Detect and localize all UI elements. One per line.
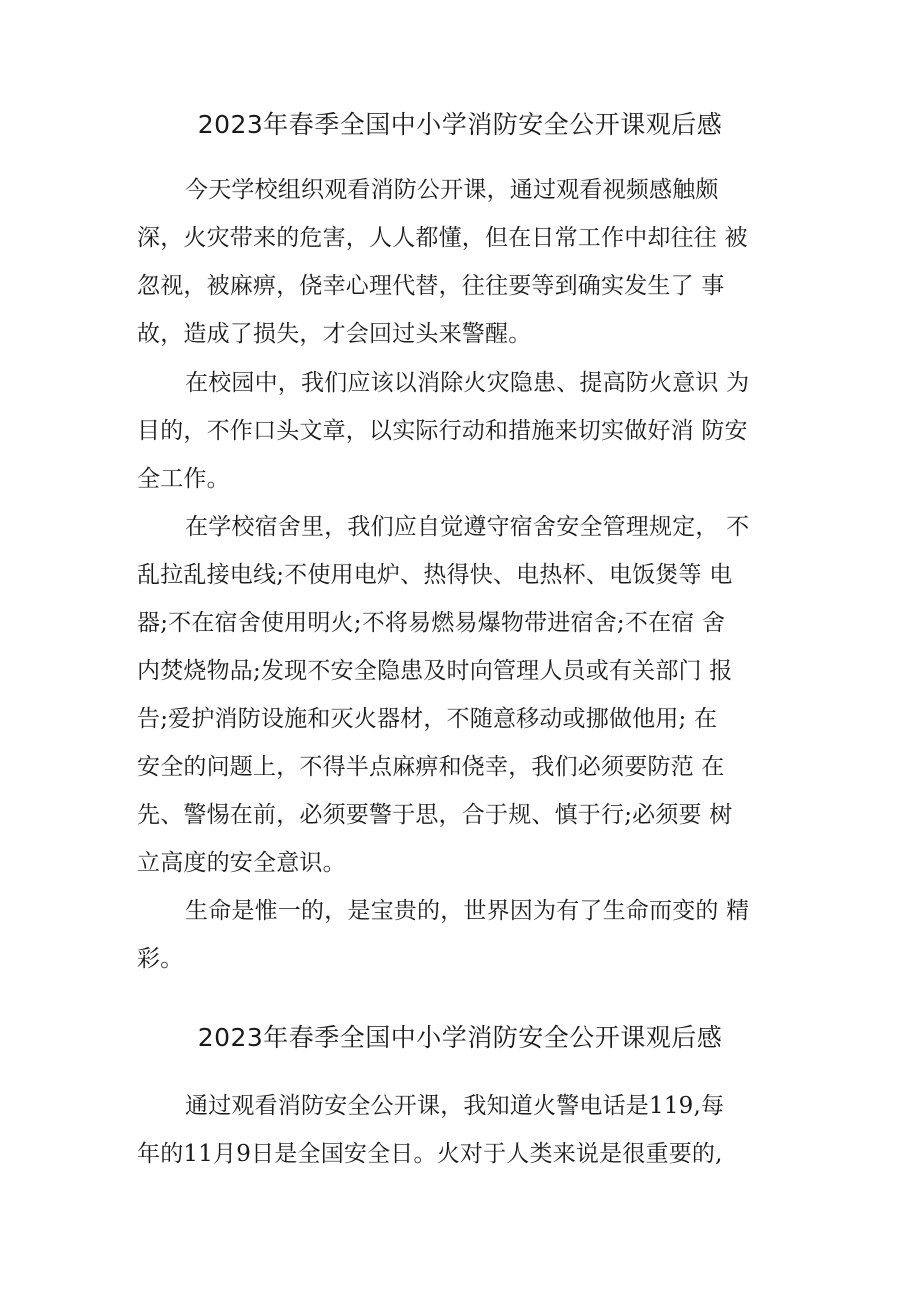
- text-line: 通过观看消防安全公开课，我知道火警电话是119,每: [185, 1093, 725, 1119]
- text-line: 全工作。: [137, 466, 230, 492]
- text-line: 安全的问题上，不得半点麻痹和侥幸，我们必须要防范 在: [137, 754, 725, 780]
- essay-title-2: 2023年春季全国中小学消防安全公开课观后感: [197, 1023, 723, 1052]
- text-line: 先、警惕在前，必须要警于思，合于规、慎于行;必须要 树: [137, 802, 733, 828]
- text-line: 深，火灾带来的危害，人人都懂，但在日常工作中却往往 被: [137, 225, 748, 251]
- text-line: 故，造成了损失，才会回过头来警醒。: [137, 321, 532, 347]
- essay-title-1: 2023年春季全国中小学消防安全公开课观后感: [197, 110, 723, 139]
- text-line: 目的，不作口头文章，以实际行动和措施来切实做好消 防安: [137, 418, 748, 444]
- text-line: 年的11月9日是全国安全日。火对于人类来说是很重要的,: [137, 1141, 723, 1167]
- text-line: 今天学校组织观看消防公开课，通过观看视频感触颇: [185, 177, 719, 203]
- text-line: 生命是惟一的，是宝贵的，世界因为有了生命而变的 精: [185, 898, 750, 924]
- text-line: 在学校宿舍里，我们应自觉遵守宿舍安全管理规定， 不: [185, 514, 750, 540]
- text-line: 忽视，被麻痹，侥幸心理代替，往往要等到确实发生了 事: [137, 273, 725, 299]
- text-line: 乱拉乱接电线;不使用电炉、热得快、电热杯、电饭煲等 电: [137, 562, 733, 588]
- text-line: 彩。: [137, 946, 184, 972]
- text-line: 立高度的安全意识。: [137, 850, 346, 876]
- text-line: 在校园中，我们应该以消除火灾隐患、提高防火意识 为: [185, 370, 750, 396]
- text-line: 告;爱护消防设施和灭火器材，不随意移动或挪做他用; 在: [137, 706, 718, 732]
- text-line: 器;不在宿舍使用明火;不将易燃易爆物带进宿舍;不在宿 舍: [137, 610, 726, 636]
- text-line: 内焚烧物品;发现不安全隐患及时向管理人员或有关部门 报: [137, 658, 733, 684]
